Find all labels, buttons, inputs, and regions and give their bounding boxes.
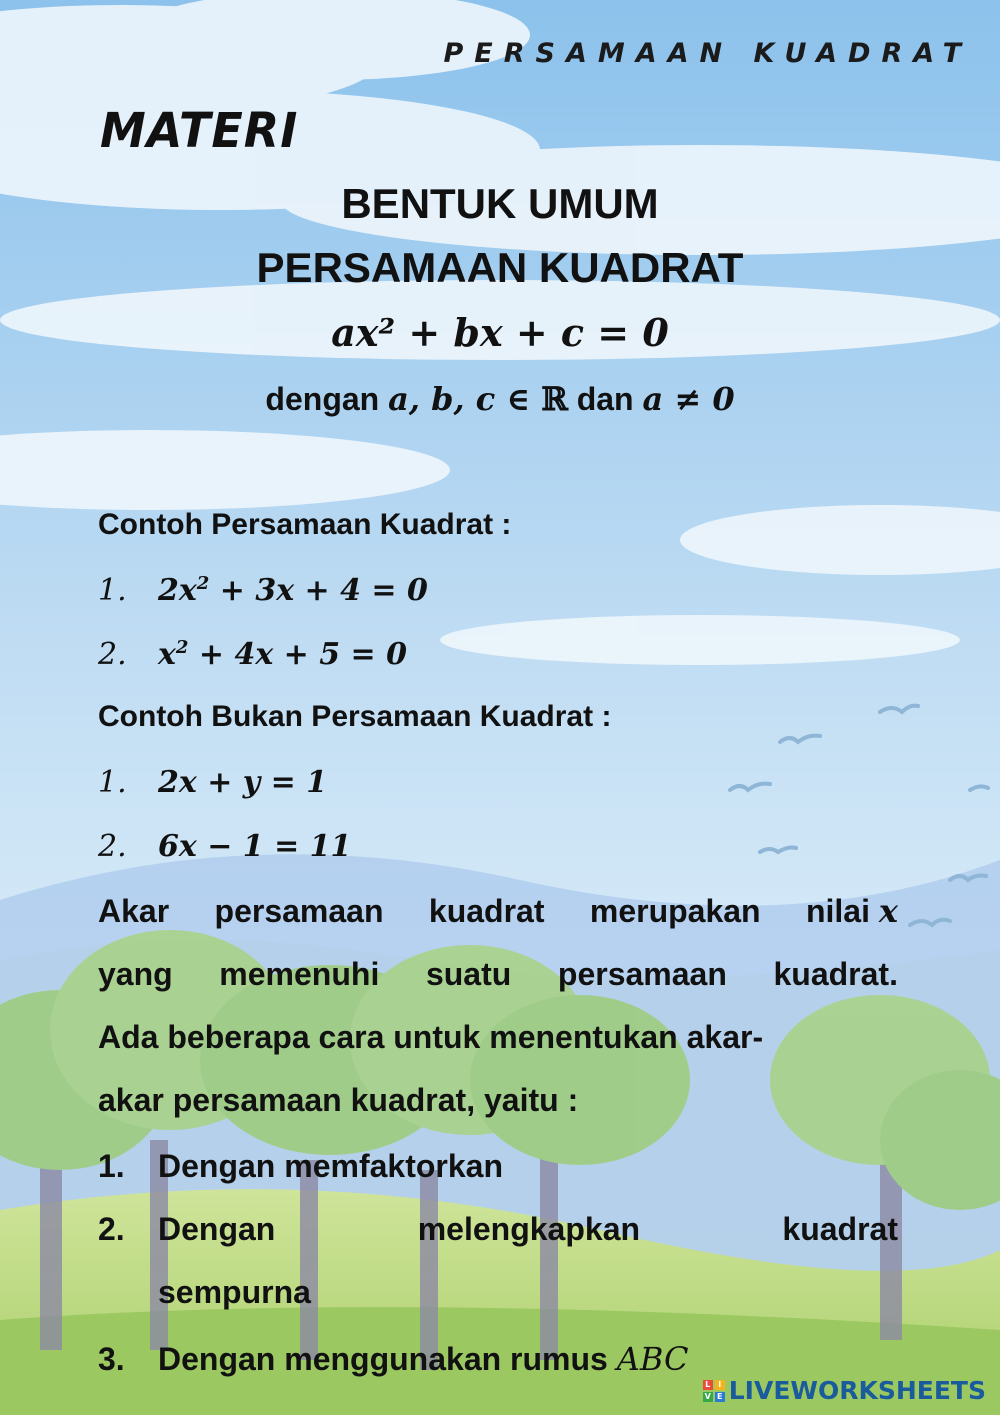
examples-heading: Contoh Persamaan Kuadrat : (98, 508, 512, 541)
title-line-2: PERSAMAAN KUADRAT (256, 244, 744, 291)
watermark-text: LIVEWORKSHEETS (728, 1376, 986, 1405)
liveworksheets-logo-icon: L I V E (703, 1380, 725, 1402)
method-item (98, 1198, 898, 1324)
condition-mid: dan (567, 381, 643, 417)
non-example-number: 1. (98, 765, 127, 800)
non-examples-heading: Contoh Bukan Persamaan Kuadrat : (98, 700, 612, 733)
non-example-number: 2. (98, 829, 127, 864)
page-header-title: PERSAMAAN KUADRAT (443, 38, 972, 69)
title-line-1: BENTUK UMUM (341, 180, 659, 227)
non-example-equation: 2x + y = 1 (158, 765, 328, 800)
method-text: Dengan memfaktorkan (158, 1148, 503, 1184)
roots-paragraph (98, 880, 898, 1132)
section-label-materi: MATERI (100, 101, 299, 159)
method-number: 1. (98, 1148, 125, 1184)
non-example-equation: 6x − 1 = 11 (158, 829, 352, 864)
method-text: Dengan melengkapkan kuadrat (158, 1211, 898, 1247)
condition-vars: a, b, c (388, 380, 496, 418)
paragraph-line-4: akar persamaan kuadrat, yaitu : (98, 1082, 579, 1118)
example-item (98, 637, 407, 672)
non-example-item (98, 765, 327, 800)
example-item (98, 573, 428, 608)
method-number: 2. (98, 1211, 125, 1247)
example-equation: $x^2 + 4x + 5 = 0$ (158, 637, 408, 672)
method-item (98, 1135, 898, 1198)
non-example-item (98, 829, 351, 864)
example-equation: $2x^2 + 3x + 4 = 0$ (158, 573, 428, 608)
condition-prefix: dengan (265, 381, 389, 417)
paragraph-line-3: Ada beberapa cara untuk menentukan akar- (98, 1019, 764, 1055)
method-number: 3. (98, 1341, 125, 1377)
paragraph-line-1: Akar persamaan kuadrat merupakan nilai x (98, 892, 898, 930)
general-form-formula: ax² + bx + c = 0 (331, 310, 669, 355)
example-number: 2. (98, 637, 127, 672)
method-text-continued: sempurna (158, 1274, 311, 1310)
example-number: 1. (98, 573, 127, 608)
condition-in-reals: ∈ ℝ (495, 380, 568, 418)
condition-neq: a ≠ 0 (642, 380, 735, 418)
paragraph-line-2: yang memenuhi suatu persamaan kuadrat. (98, 956, 898, 992)
formula-condition (0, 380, 1000, 418)
liveworksheets-watermark[interactable] (703, 1376, 986, 1405)
method-text: Dengan menggunakan rumus ABC (158, 1340, 689, 1378)
